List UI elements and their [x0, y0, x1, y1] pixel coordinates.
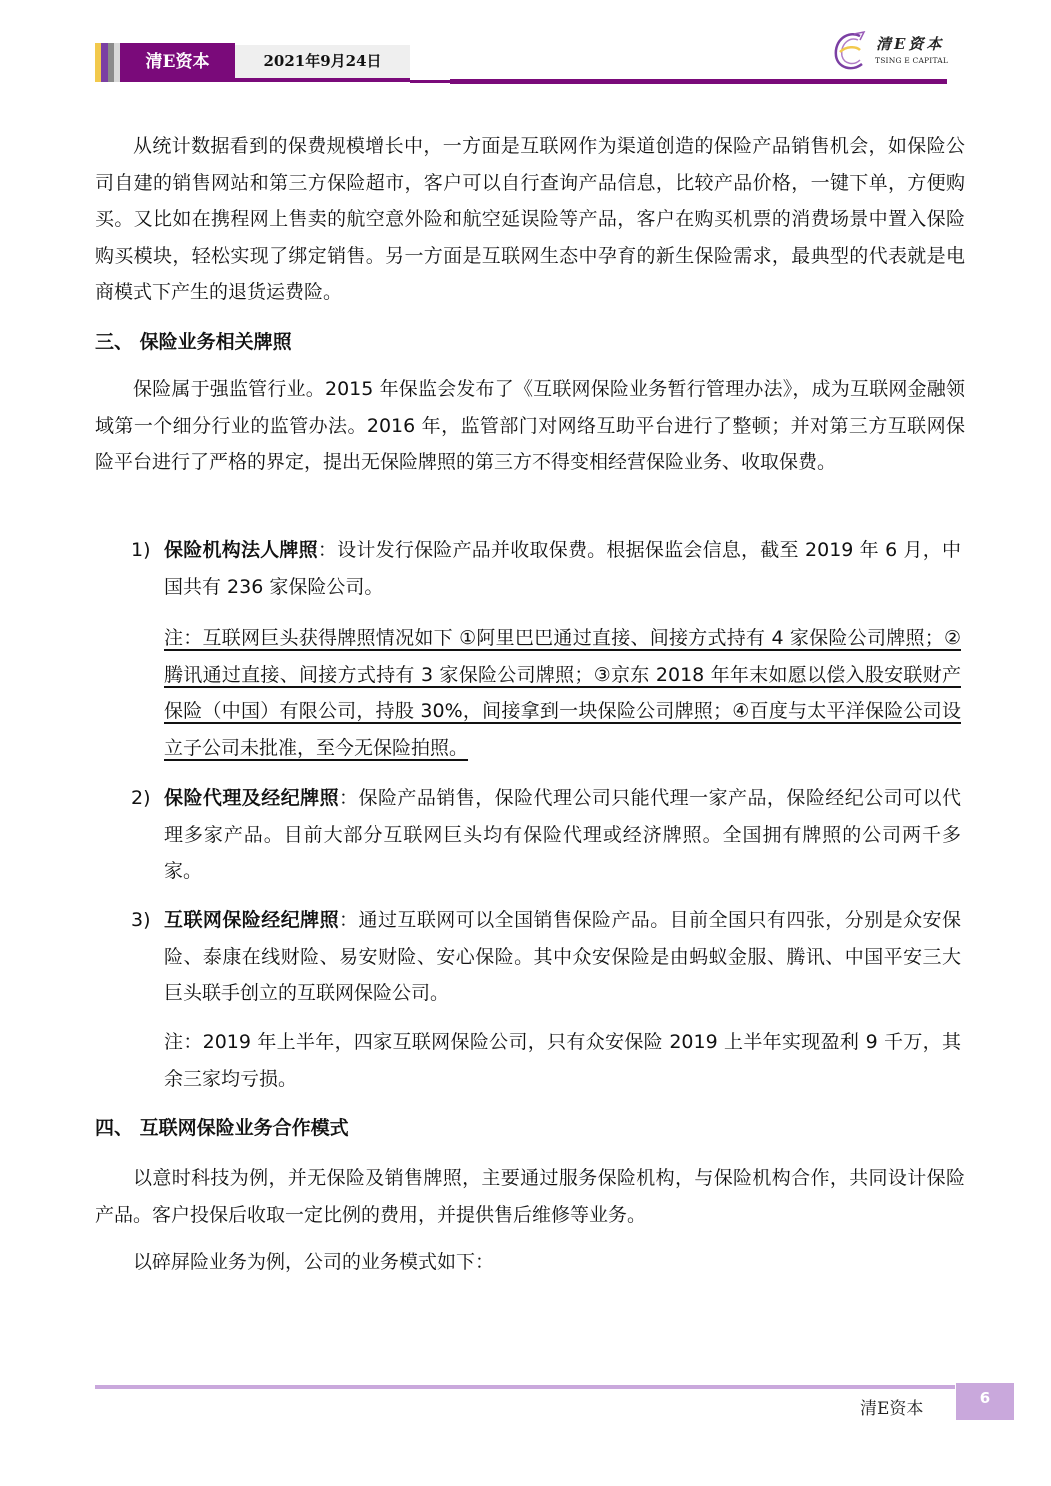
logo-chinese-text: 清E资本 [876, 35, 945, 53]
list-item-body: ：保险产品销售，保险代理公司只能代理一家产品，保险经纪公司可以代理多家产品。目前大部分互联网巨头均有保险代理或经济牌照。全国拥有牌照的公司两千多家。 [164, 787, 961, 882]
section-4-heading: 四、 互联网保险业务合作模式 [95, 1117, 349, 1139]
page-number: 6 [956, 1383, 1014, 1420]
list-item-note [131, 620, 961, 766]
list-item-body: ：设计发行保险产品并收取保费。根据保监会信息，截至 2019 年 6 月，中国共有 236 家保险公司。 [164, 539, 961, 598]
list-item [131, 532, 961, 605]
intro-paragraph: 从统计数据看到的保费规模增长中，一方面是互联网作为渠道创造的保险产品销售机会，如保险公司自建的销售网站和第三方保险超市，客户可以自行查询产品信息，比较产品价格，一键下单，方便购买。又比如在携程网上售卖的航空意外险和航空延误险等产品，客户在购买机票的消费场景中置入保险购买模块，轻松实现了绑定销售。另一方面是互联网生态中孕育的新生保险需求，最典型的代表就是电商模式下产生的退货运费险。 [95, 135, 965, 303]
footer-brand: 清E资本 [860, 1399, 924, 1419]
footer-rule [95, 1385, 955, 1389]
note-paragraph: 注：2019 年上半年，四家互联网保险公司，只有众安保险 2019 上半年实现盈利 9 千万，其余三家均亏损。 [164, 1031, 961, 1090]
header-date: 2021年9月24日 [235, 45, 410, 78]
list-item-title: 互联网保险经纪牌照 [164, 909, 340, 931]
list-item-body: ：通过互联网可以全国销售保险产品。目前全国只有四张，分别是众安保险、泰康在线财险、易安财险、安心保险。其中众安保险是由蚂蚁金服、腾讯、中国平安三大巨头联手创立的互联网保险公司。 [164, 909, 961, 1004]
list-item [131, 780, 961, 890]
header-rule [410, 80, 450, 83]
intro-paragraph-block [95, 128, 965, 311]
section-3-paragraph-block [95, 371, 965, 481]
list-item-text [164, 532, 961, 605]
list-item-title: 保险机构法人牌照 [164, 539, 318, 561]
list-item-number: 2) [131, 787, 151, 809]
header-rule [450, 79, 947, 84]
note-paragraph: 注：互联网巨头获得牌照情况如下 ①阿里巴巴通过直接、间接方式持有 4 家保险公司牌照；②腾讯通过直接、间接方式持有 3 家保险公司牌照；③京东 2018 年年末如愿以偿入股安联财产保险（中国）有限公司，持股 30%，间接拿到一块保险公司牌照；④百度与太平洋保险公司设立子公司未批准，至今无保险拍照。 [164, 627, 961, 759]
header-rule [120, 78, 410, 82]
logo-english-text: TSING E CAPITAL [875, 56, 949, 65]
section-3-paragraph: 保险属于强监管行业。2015 年保监会发布了《互联网保险业务暂行管理办法》，成为互联网金融领域第一个细分行业的监管办法。2016 年，监管部门对网络互助平台进行了整顿；并对第三方互联网保险平台进行了严格的界定，提出无保险牌照的第三方不得变相经营保险业务、收取保费。 [95, 378, 965, 473]
list-item-note [131, 1024, 961, 1097]
list-item-number: 3) [131, 909, 151, 931]
logo-swirl-icon [830, 28, 868, 74]
section-4-heading-block [95, 1110, 965, 1146]
list-item-number: 1) [131, 539, 151, 561]
section-4-paragraph-2: 以碎屏险业务为例，公司的业务模式如下： [133, 1251, 495, 1273]
header-stripe-purple [101, 43, 108, 82]
header-brand: 清E资本 [120, 43, 235, 82]
section-4-paragraph-1: 以意时科技为例，并无保险及销售牌照，主要通过服务保险机构，与保险机构合作，共同设计保险产品。客户投保后收取一定比例的费用，并提供售后维修等业务。 [95, 1167, 965, 1226]
section-3-heading: 三、 保险业务相关牌照 [95, 331, 292, 353]
section-4-paragraph-block [95, 1160, 965, 1233]
list-item [131, 902, 961, 1012]
company-logo [830, 28, 960, 76]
section-4-paragraph-block [95, 1244, 965, 1281]
list-item-text [164, 902, 961, 1012]
list-item-text [164, 780, 961, 890]
list-item-title: 保险代理及经纪牌照 [164, 787, 340, 809]
section-3-heading-block [95, 324, 965, 360]
